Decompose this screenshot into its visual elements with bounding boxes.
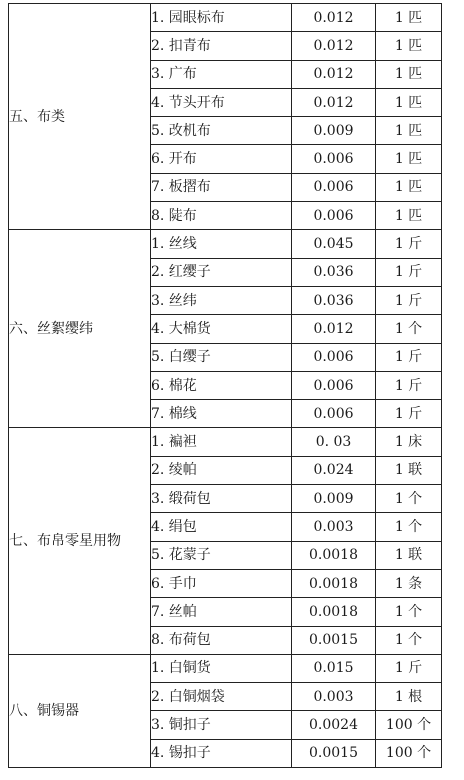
item-name-cell: 6. 棉花: [151, 371, 292, 399]
rate-cell: 0.012: [292, 32, 376, 60]
tariff-table-body: [9, 4, 442, 768]
unit-cell: 1 匹: [376, 88, 442, 116]
item-name-cell: 6. 开布: [151, 145, 292, 173]
item-name-cell: 4. 锡扣子: [151, 739, 292, 767]
rate-cell: 0.006: [292, 145, 376, 173]
item-name-cell: 1. 丝线: [151, 230, 292, 258]
item-name-cell: 8. 布荷包: [151, 626, 292, 654]
unit-cell: 1 个: [376, 626, 442, 654]
rate-cell: 0.0024: [292, 711, 376, 739]
rate-cell: 0.0015: [292, 626, 376, 654]
rate-cell: 0.012: [292, 60, 376, 88]
rate-cell: 0.006: [292, 202, 376, 230]
rate-cell: 0.006: [292, 371, 376, 399]
rate-cell: 0.012: [292, 88, 376, 116]
unit-cell: 1 斤: [376, 400, 442, 428]
item-name-cell: 3. 丝纬: [151, 286, 292, 314]
item-name-cell: 1. 褊袒: [151, 428, 292, 456]
item-name-cell: 3. 缎荷包: [151, 485, 292, 513]
unit-cell: 1 匹: [376, 60, 442, 88]
rate-cell: 0.0018: [292, 598, 376, 626]
rate-cell: 0.012: [292, 315, 376, 343]
rate-cell: 0.036: [292, 258, 376, 286]
unit-cell: 1 匹: [376, 202, 442, 230]
unit-cell: 1 斤: [376, 343, 442, 371]
item-name-cell: 7. 棉线: [151, 400, 292, 428]
item-name-cell: 8. 陡布: [151, 202, 292, 230]
item-name-cell: 5. 改机布: [151, 117, 292, 145]
unit-cell: 100 个: [376, 711, 442, 739]
unit-cell: 1 条: [376, 569, 442, 597]
rate-cell: 0.006: [292, 400, 376, 428]
rate-cell: 0.009: [292, 485, 376, 513]
rate-cell: 0.003: [292, 513, 376, 541]
category-cell: 五、布类: [9, 4, 151, 230]
rate-cell: 0.003: [292, 683, 376, 711]
unit-cell: 1 匹: [376, 32, 442, 60]
table-row: [9, 428, 442, 456]
rate-cell: 0.006: [292, 343, 376, 371]
unit-cell: 1 斤: [376, 230, 442, 258]
item-name-cell: 5. 花蒙子: [151, 541, 292, 569]
unit-cell: 1 斤: [376, 371, 442, 399]
item-name-cell: 1. 白铜货: [151, 654, 292, 682]
item-name-cell: 4. 节头开布: [151, 88, 292, 116]
rate-cell: 0.024: [292, 456, 376, 484]
unit-cell: 1 联: [376, 541, 442, 569]
rate-cell: 0.012: [292, 4, 376, 32]
item-name-cell: 1. 园眼标布: [151, 4, 292, 32]
item-name-cell: 7. 丝帕: [151, 598, 292, 626]
unit-cell: 1 斤: [376, 286, 442, 314]
rate-cell: 0. 03: [292, 428, 376, 456]
unit-cell: 1 个: [376, 513, 442, 541]
rate-cell: 0.0018: [292, 541, 376, 569]
category-cell: 七、布帛零星用物: [9, 428, 151, 654]
unit-cell: 1 匹: [376, 117, 442, 145]
rate-cell: 0.006: [292, 173, 376, 201]
unit-cell: 1 个: [376, 315, 442, 343]
unit-cell: 1 床: [376, 428, 442, 456]
unit-cell: 1 斤: [376, 258, 442, 286]
rate-cell: 0.036: [292, 286, 376, 314]
item-name-cell: 6. 手巾: [151, 569, 292, 597]
unit-cell: 1 匹: [376, 4, 442, 32]
item-name-cell: 2. 扣青布: [151, 32, 292, 60]
table-row: [9, 230, 442, 258]
unit-cell: 100 个: [376, 739, 442, 767]
rate-cell: 0.045: [292, 230, 376, 258]
category-cell: 六、丝絮缨纬: [9, 230, 151, 428]
rate-cell: 0.009: [292, 117, 376, 145]
item-name-cell: 3. 广布: [151, 60, 292, 88]
item-name-cell: 2. 红缨子: [151, 258, 292, 286]
item-name-cell: 4. 绢包: [151, 513, 292, 541]
unit-cell: 1 匹: [376, 173, 442, 201]
unit-cell: 1 斤: [376, 654, 442, 682]
unit-cell: 1 个: [376, 485, 442, 513]
rate-cell: 0.015: [292, 654, 376, 682]
item-name-cell: 4. 大棉货: [151, 315, 292, 343]
rate-cell: 0.0018: [292, 569, 376, 597]
unit-cell: 1 匹: [376, 145, 442, 173]
item-name-cell: 7. 板摺布: [151, 173, 292, 201]
tariff-table: [8, 3, 442, 768]
table-row: [9, 4, 442, 32]
category-cell: 八、铜锡器: [9, 654, 151, 767]
table-row: [9, 654, 442, 682]
unit-cell: 1 联: [376, 456, 442, 484]
item-name-cell: 5. 白缨子: [151, 343, 292, 371]
rate-cell: 0.0015: [292, 739, 376, 767]
item-name-cell: 3. 铜扣子: [151, 711, 292, 739]
item-name-cell: 2. 绫帕: [151, 456, 292, 484]
item-name-cell: 2. 白铜烟袋: [151, 683, 292, 711]
unit-cell: 1 根: [376, 683, 442, 711]
unit-cell: 1 个: [376, 598, 442, 626]
